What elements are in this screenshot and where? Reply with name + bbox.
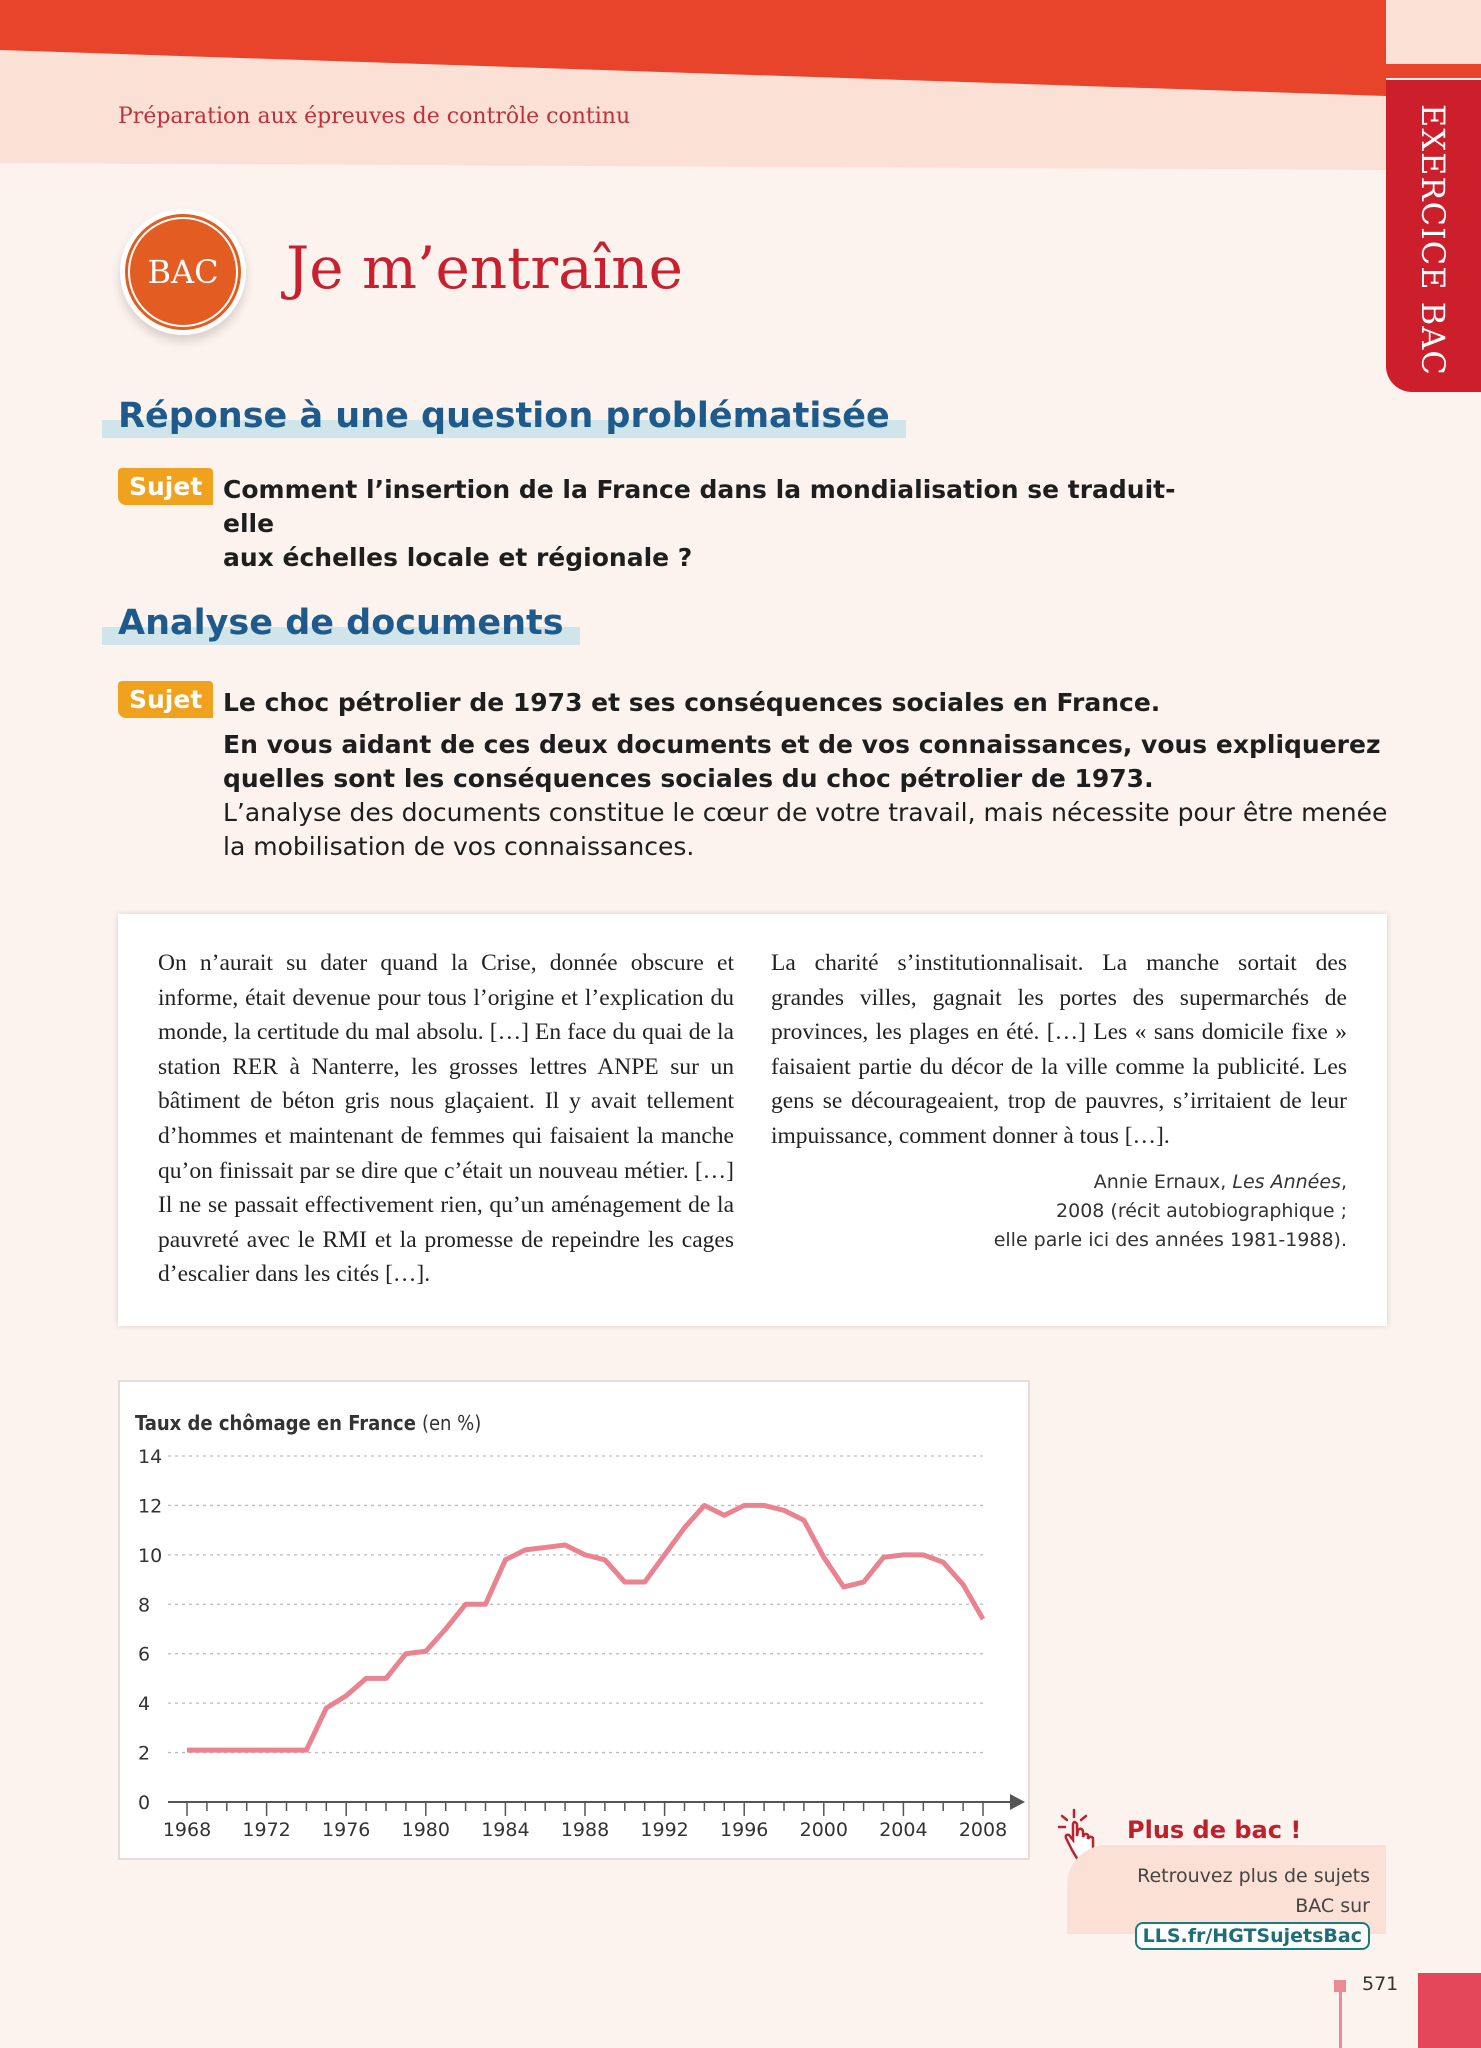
page-corner-block bbox=[1418, 1973, 1481, 2048]
source-line: elle parle ici des années 1981-1988). bbox=[993, 1229, 1347, 1251]
y-tick-label: 2 bbox=[138, 1742, 151, 1765]
lls-link[interactable]: LLS.fr/HGTSujetsBac bbox=[1135, 1922, 1370, 1950]
chart-svg bbox=[120, 1382, 1028, 1858]
unemployment-line bbox=[187, 1505, 983, 1750]
sujet-title: Le choc pétrolier de 1973 et ses conséquences sociales en France. bbox=[223, 688, 1161, 717]
x-tick-label: 1984 bbox=[481, 1819, 530, 1841]
page-title: Je m’entraîne bbox=[286, 234, 683, 302]
x-tick-label: 2004 bbox=[879, 1819, 928, 1841]
y-tick-label: 12 bbox=[138, 1495, 163, 1518]
plus-text: Retrouvez plus de sujets bbox=[1137, 1865, 1370, 1887]
page-number: 571 bbox=[1362, 1973, 1399, 1995]
y-tick-label: 0 bbox=[138, 1792, 151, 1814]
section-heading-question: Réponse à une question problématisée bbox=[102, 396, 906, 436]
source-author: Annie Ernaux, bbox=[1093, 1171, 1233, 1193]
page-marker-line bbox=[1339, 1992, 1342, 2048]
plus-de-bac-title: Plus de bac ! bbox=[1127, 1816, 1302, 1844]
x-tick-label: 1992 bbox=[640, 1819, 689, 1841]
x-tick-label: 1972 bbox=[242, 1819, 291, 1841]
question-line: Comment l’insertion de la France dans la mondialisation se traduit-elle bbox=[223, 475, 1176, 538]
chart-unit: (en %) bbox=[421, 1411, 482, 1435]
unemployment-chart bbox=[118, 1380, 1030, 1860]
source-line: 2008 (récit autobiographique ; bbox=[1056, 1200, 1347, 1222]
bac-badge-label: BAC bbox=[128, 217, 238, 327]
chapter-subtitle: Préparation aux épreuves de contrôle continu bbox=[118, 104, 631, 129]
x-tick-label: 1996 bbox=[720, 1819, 769, 1841]
instruction-note: L’analyse des documents constitue le cœur de votre travail, mais nécessite pour être menée la mobilisation de vos connaissances. bbox=[223, 798, 1388, 861]
exercise-tab bbox=[1386, 80, 1481, 392]
x-tick-label: 2008 bbox=[958, 1819, 1008, 1841]
bac-badge bbox=[120, 209, 246, 335]
document-column-2: La charité s’institutionnalisait. La manche sortait des grandes villes, gagnait les portes des supermarchés de provinces, les plages en été. […] Les « sans domicile fixe » faisaient partie du décor de la ville comme la publicité. Les gens se décourageaient, trop de pauvres, s’irritaient de leur impuissance, comment donner à tous […]. bbox=[771, 950, 1347, 1149]
y-tick-label: 8 bbox=[138, 1594, 151, 1617]
question-text bbox=[223, 473, 1223, 575]
x-tick-label: 2000 bbox=[799, 1819, 848, 1841]
plus-de-bac-box bbox=[1067, 1845, 1386, 1947]
y-tick-label: 6 bbox=[138, 1643, 151, 1666]
document-column-1: On n’aurait su dater quand la Crise, donnée obscure et informe, était devenue pour tous l’origine et l’explication du monde, la certitude du mal absolu. […] En face du quai de la station RER à Nanterre, les grosses lettres ANPE sur un bâtiment de béton gris nous glaçaient. Il y avait tellement d’hommes et maintenant de femmes qui faisaient la manche qu’on finissait par se dire que c’était un nouveau métier. […] Il ne se passait effectivement rien, qu’un aménagement de la pauvreté avec le RMI et la promesse de repeindre les cages d’escalier dans les cités […]. bbox=[158, 950, 734, 1288]
analysis-instructions bbox=[223, 686, 1393, 864]
question-line: aux échelles locale et régionale ? bbox=[223, 543, 693, 572]
y-tick-label: 14 bbox=[138, 1446, 163, 1468]
source-title: Les Années bbox=[1232, 1171, 1341, 1193]
sujet-badge: Sujet bbox=[118, 681, 213, 718]
plus-text: BAC sur bbox=[1295, 1895, 1370, 1917]
x-tick-label: 1968 bbox=[162, 1819, 212, 1841]
exercise-tab-label: EXERCICE BAC bbox=[1414, 104, 1452, 376]
sujet-badge: Sujet bbox=[118, 468, 213, 505]
y-tick-label: 10 bbox=[138, 1544, 163, 1567]
x-tick-label: 1976 bbox=[322, 1819, 371, 1841]
x-tick-label: 1988 bbox=[560, 1819, 610, 1841]
header-banner bbox=[0, 0, 1481, 170]
source-punct: , bbox=[1340, 1171, 1347, 1193]
svg-text:Taux de chômage en France(en % bbox=[135, 1411, 481, 1435]
x-tick-label: 1980 bbox=[401, 1819, 450, 1841]
chart-title: Taux de chômage en France bbox=[135, 1411, 416, 1435]
section-heading-analysis: Analyse de documents bbox=[102, 603, 580, 643]
document-source bbox=[994, 1168, 1347, 1255]
x-axis-arrow bbox=[1010, 1794, 1025, 1810]
document-text-box bbox=[118, 914, 1387, 1326]
page-marker bbox=[1334, 1980, 1346, 1992]
instruction-text: En vous aidant de ces deux documents et de vos connaissances, vous expliquerez quelles sont les conséquences sociales du choc pétrolier de 1973. bbox=[223, 730, 1381, 793]
y-tick-label: 4 bbox=[138, 1693, 151, 1716]
